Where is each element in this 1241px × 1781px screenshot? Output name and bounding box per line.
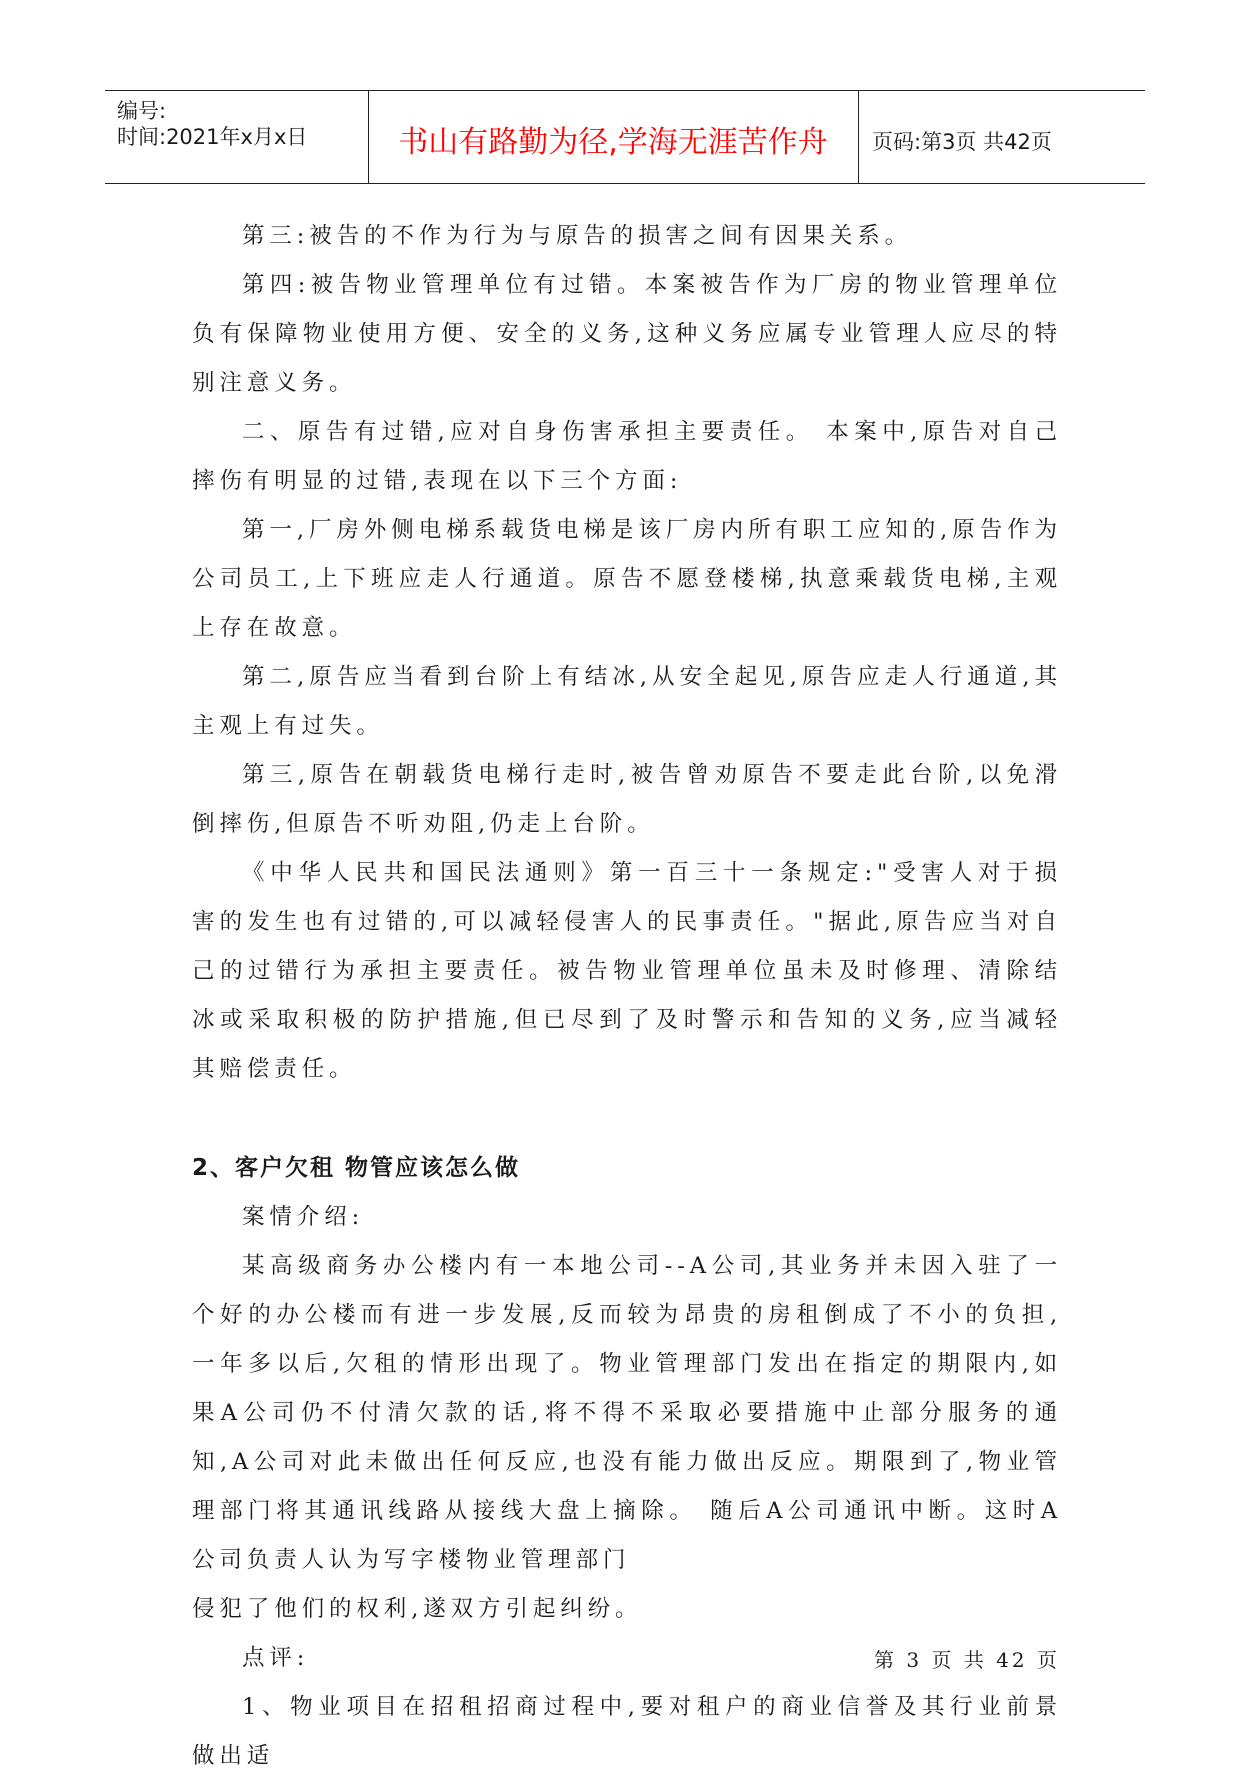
paragraph: 侵犯了他们的权利,遂双方引起纠纷。 <box>192 1596 643 1622</box>
page-footer: 第 3 页 共 42 页 <box>874 1648 1060 1672</box>
header-page-number: 页码:第3页 共42页 <box>872 130 1052 154</box>
paragraph: 某高级商务办公楼内有一本地公司--A公司,其业务并未因入驻了一个好的办公楼而有进一步发展,反而较为昂贵的房租倒成了不小的负担,一年多以后,欠租的情形出现了。物业管理部门发出在指定的期限内,如果A公司仍不付清欠款的话,将不得不采取必要措施中止部分服务的通知,A公司对此未做出任何反应,也没有能力做出反应。期限到了,物业管理部门将其通讯线路从接线大盘上摘除。 随后A公司通讯中断。这时A公司负责人认为写字楼物业管理部门 <box>192 1253 1062 1573</box>
paragraph: 第三,原告在朝载货电梯行走时,被告曾劝原告不要走此台阶,以免滑倒摔伤,但原告不听劝阻,仍走上台阶。 <box>192 762 1062 837</box>
page-header <box>105 90 1145 184</box>
header-page-cell <box>858 91 1145 183</box>
header-motto: 书山有路勤为径,学海无涯苦作舟 <box>398 125 828 160</box>
paragraph: 1、物业项目在招租招商过程中,要对租户的商业信誉及其行业前景做出适 <box>192 1694 1062 1769</box>
paragraph: 点评: <box>242 1645 310 1671</box>
document-time-label: 时间:2021年x月x日 <box>117 125 308 149</box>
section-heading: 2、客户欠租 物管应该怎么做 <box>192 1155 521 1181</box>
document-number-label: 编号: <box>117 99 167 123</box>
paragraph: 第一,厂房外侧电梯系载货电梯是该厂房内所有职工应知的,原告作为公司员工,上下班应走人行通道。原告不愿登楼梯,执意乘载货电梯,主观上存在故意。 <box>192 517 1062 641</box>
header-motto-cell <box>368 91 859 183</box>
paragraph: 二、原告有过错,应对自身伤害承担主要责任。 本案中,原告对自己摔伤有明显的过错,表现在以下三个方面: <box>192 419 1062 494</box>
paragraph: 第四:被告物业管理单位有过错。本案被告作为厂房的物业管理单位负有保障物业使用方便、安全的义务,这种义务应属专业管理人应尽的特别注意义务。 <box>192 272 1062 396</box>
paragraph: 第三:被告的不作为行为与原告的损害之间有因果关系。 <box>242 223 913 249</box>
paragraph: 第二,原告应当看到台阶上有结冰,从安全起见,原告应走人行通道,其主观上有过失。 <box>192 664 1062 739</box>
document-body <box>192 212 1062 1781</box>
paragraph: 案情介绍: <box>242 1204 365 1230</box>
header-info-cell <box>105 91 369 183</box>
paragraph: 《中华人民共和国民法通则》第一百三十一条规定:"受害人对于损害的发生也有过错的,可以减轻侵害人的民事责任。"据此,原告应当对自己的过错行为承担主要责任。被告物业管理单位虽未及时修理、清除结冰或采取积极的防护措施,但已尽到了及时警示和告知的义务,应当减轻其赔偿责任。 <box>192 860 1062 1082</box>
